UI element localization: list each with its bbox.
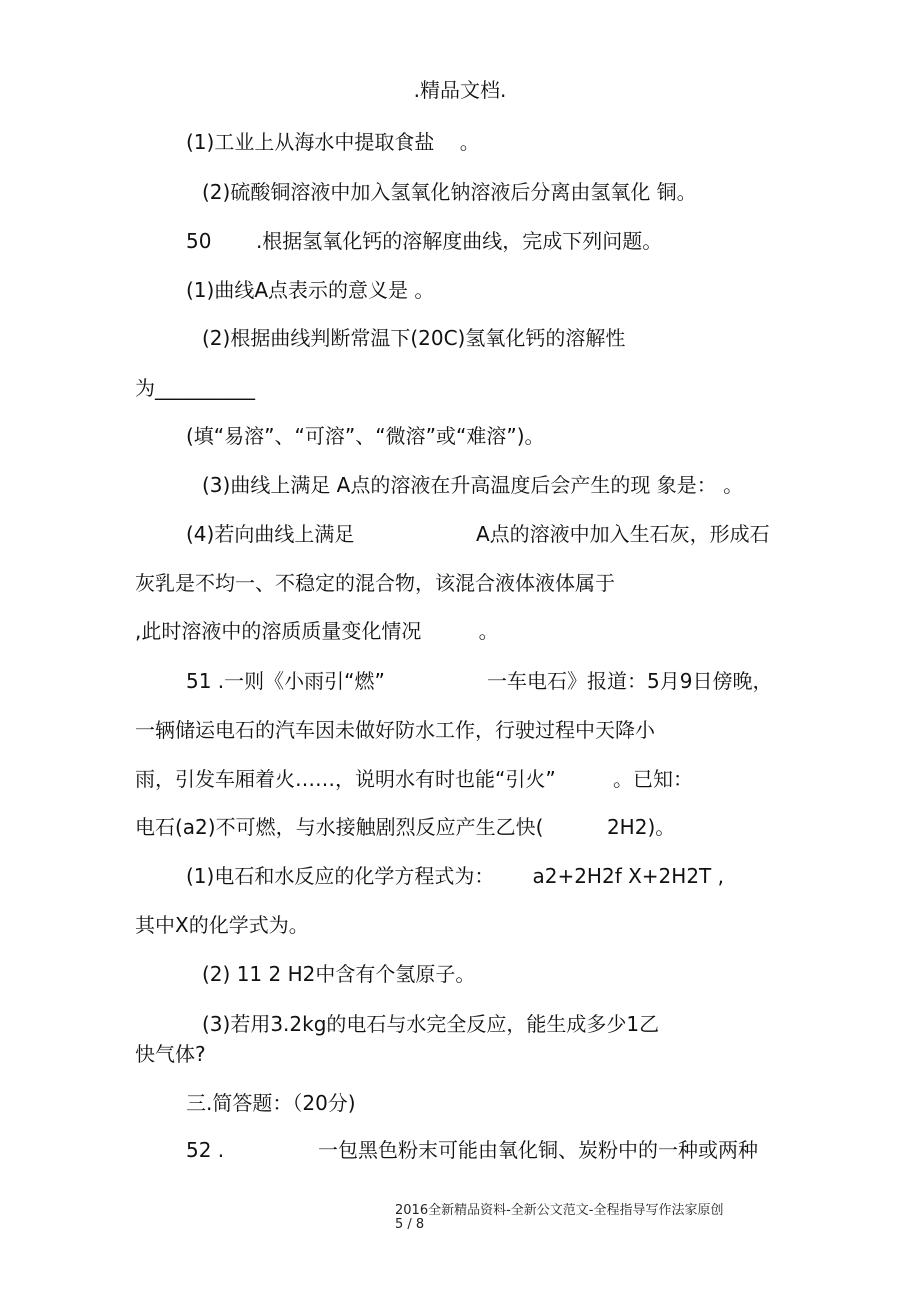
text-line: 雨，引发车厢着火……，说明水有时也能“引火” 。已知：	[135, 767, 693, 791]
text-line: (填“易溶”、“可溶”、“微溶”或“难溶”)。	[186, 424, 545, 448]
text-line: 一包黑色粉末可能由氧化铜、炭粉中的一种或两种	[318, 1138, 758, 1162]
text-line: 一辆储运电石的汽车因未做好防水工作，行驶过程中天降小	[135, 718, 655, 742]
text-line: (3)若用3.2kg的电石与水完全反应，能生成多少1乙	[202, 1012, 660, 1036]
text-line: (1)工业上从海水中提取食盐 。	[186, 130, 480, 154]
text-line: (1)曲线A点表示的意义是 。	[186, 278, 435, 302]
text-line: (4)若向曲线上满足	[186, 522, 355, 546]
page-header: .精品文档.	[413, 78, 507, 102]
page-number: 5 / 8	[395, 1217, 425, 1232]
text-line: (1)电石和水反应的化学方程式为： a2+2H2f X+2H2T ,	[186, 864, 724, 888]
footer-text: 2016全新精品资料-全新公文范文-全程指导写作法家原创	[395, 1203, 724, 1218]
text-line: 快气体?	[135, 1042, 206, 1066]
text-line: (2)硫酸铜溶液中加入氢氧化钠溶液后分离由氢氧化 铜。	[202, 180, 697, 204]
text-line: (3)曲线上满足 A点的溶液在升高温度后会产生的现 象是： 。	[202, 473, 744, 497]
text-line: (2) 11 2 H2中含有个氢原子。	[202, 962, 476, 986]
text-line: 灰乳是不均一、不稳定的混合物，该混合液体液体属于	[135, 571, 615, 595]
text-line: A点的溶液中加入生石灰，形成石	[476, 522, 770, 546]
section-heading: 三.简答题：（20分)	[186, 1091, 356, 1115]
text-line: 电石(a2)不可燃，与水接触剧烈反应产生乙快( 2H2)。	[135, 815, 676, 839]
question-50: 50 .根据氢氧化钙的溶解度曲线，完成下列问题。	[186, 229, 663, 253]
text-line: (2)根据曲线判断常温下(20C)氢氧化钙的溶解性	[202, 326, 626, 350]
text-line: ,此时溶液中的溶质质量变化情况 。	[135, 619, 499, 643]
question-51: 51 .一则《小雨引“燃”	[186, 669, 385, 693]
text-line: 一车电石》报道：5月9日傍晚，	[487, 669, 773, 693]
answer-blank: 为__________	[135, 376, 255, 400]
text-line: 其中X的化学式为。	[135, 913, 309, 937]
question-52: 52 .	[186, 1138, 225, 1162]
